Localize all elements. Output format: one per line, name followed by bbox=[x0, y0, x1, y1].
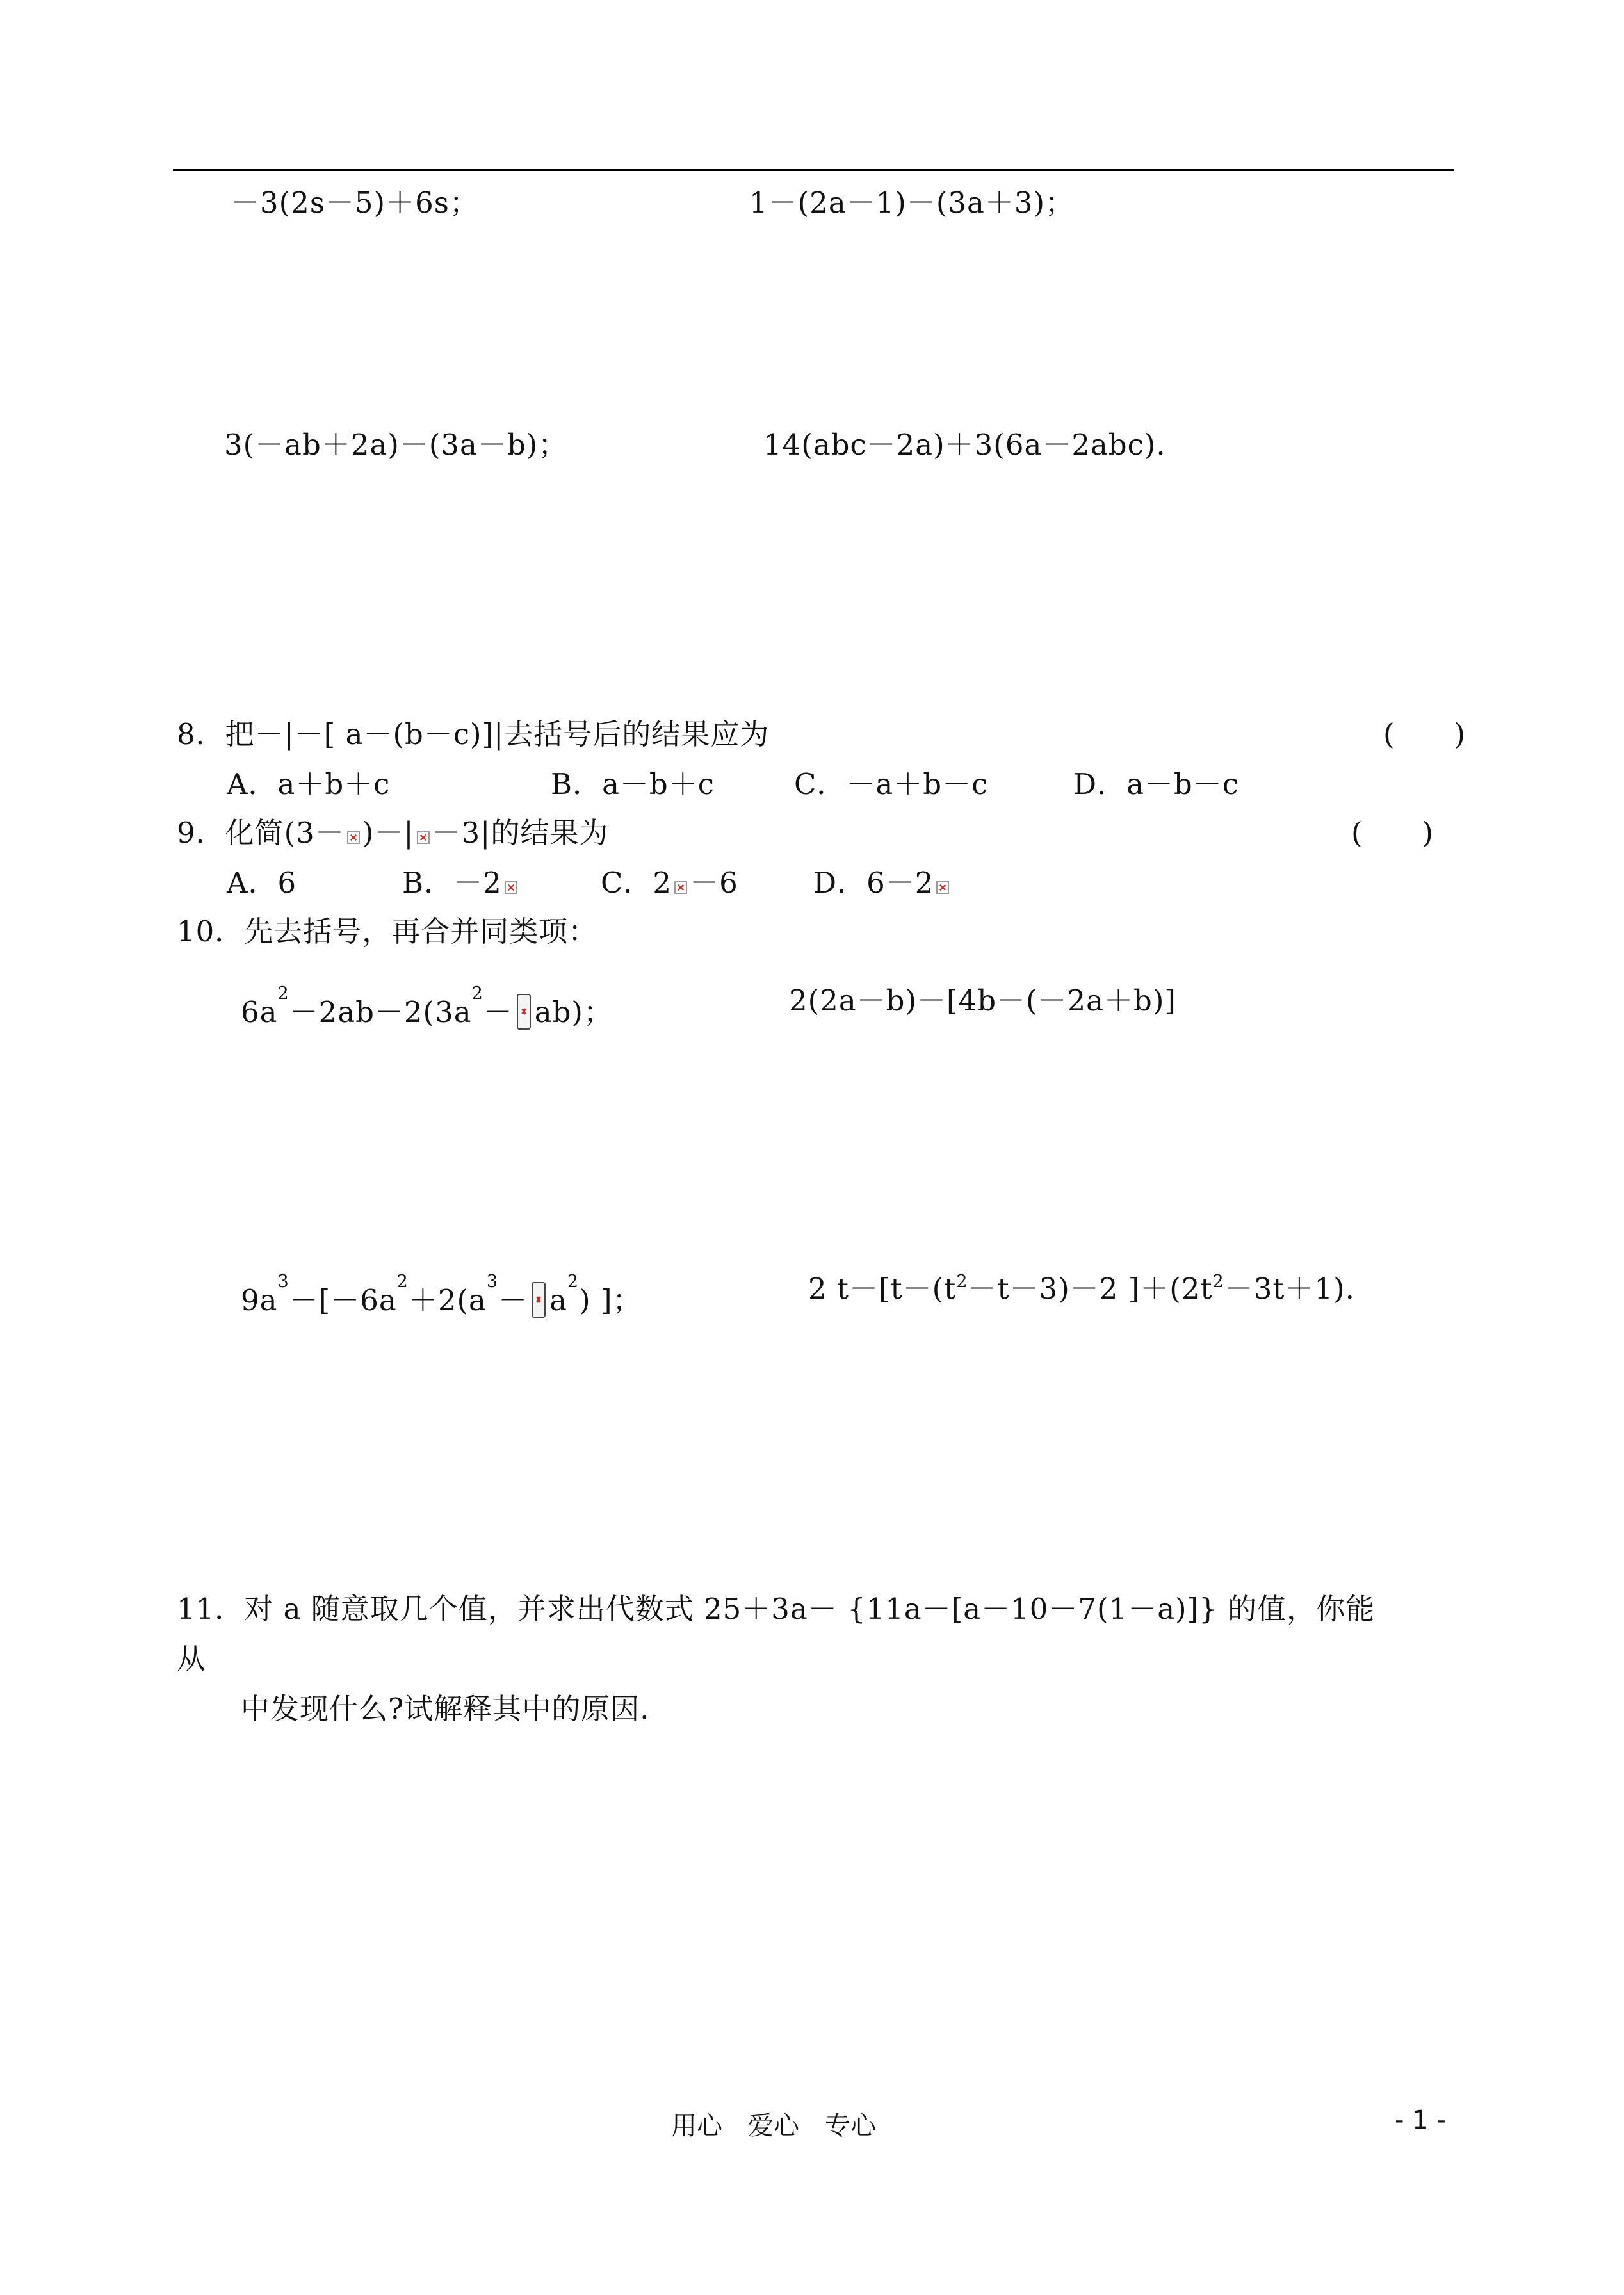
expr-part: －3t＋1). bbox=[1224, 1272, 1355, 1306]
expr-part: －t－3)－2 ]＋(2t bbox=[968, 1272, 1213, 1306]
question-9-option-b-text: B．－2 bbox=[402, 866, 502, 900]
expr-part: － bbox=[498, 1283, 528, 1317]
question-10-expr-4 bbox=[808, 1272, 1355, 1306]
broken-image-icon bbox=[936, 881, 949, 894]
question-11-line-1: 11．对 a 随意取几个值，并求出代数式 25＋3a－ {11a－[a－10－7(1－a)]} 的值，你能 bbox=[177, 1592, 1376, 1626]
broken-image-icon bbox=[505, 881, 517, 894]
broken-image-icon bbox=[674, 881, 687, 894]
exponent: 2 bbox=[277, 984, 289, 1003]
expr-part: －[－6a bbox=[289, 1283, 397, 1317]
question-8-option-a: A．a＋b＋c bbox=[227, 767, 391, 801]
expr-part: － bbox=[483, 995, 513, 1029]
question-10-expr-1 bbox=[241, 984, 613, 1029]
broken-image-icon bbox=[517, 994, 531, 1030]
question-8-option-d: D．a－b－c bbox=[1073, 767, 1239, 801]
question-10-expr-2: 2(2a－b)－[4b－(－2a＋b)] bbox=[789, 984, 1176, 1018]
page-number: - 1 - bbox=[1395, 2105, 1446, 2135]
expr-part: 6a bbox=[241, 995, 278, 1029]
expr-7-3: 3(－ab＋2a)－(3a－b)； bbox=[224, 428, 568, 462]
footer-motto: 用心 爱心 专心 bbox=[671, 2111, 876, 2141]
exponent: 3 bbox=[277, 1272, 289, 1292]
question-8-option-c: C．－a＋b－c bbox=[794, 767, 989, 801]
expr-part: a bbox=[549, 1283, 567, 1317]
question-9-text-part2: )－| bbox=[362, 816, 414, 850]
question-8-text: 8．把－|－[ a－(b－c)]|去括号后的结果应为 bbox=[177, 717, 770, 751]
question-9-text bbox=[177, 816, 609, 850]
question-11-line-2: 从 bbox=[177, 1642, 207, 1676]
question-9-option-d-text: D．6－2 bbox=[813, 866, 934, 900]
question-9-option-b bbox=[402, 866, 520, 900]
exponent: 2 bbox=[1212, 1272, 1224, 1292]
question-9-option-c bbox=[601, 866, 738, 900]
expr-part: －2ab－2(3a bbox=[289, 995, 472, 1029]
question-9-option-d bbox=[813, 866, 952, 900]
expr-7-1: －3(2s－5)＋6s； bbox=[231, 186, 479, 220]
question-8-answer-bracket: ( ) bbox=[1383, 717, 1466, 751]
expr-7-4: 14(abc－2a)＋3(6a－2abc). bbox=[763, 428, 1166, 462]
question-9-option-a: A．6 bbox=[227, 866, 297, 900]
header-rule bbox=[173, 169, 1454, 171]
question-9-text-part1: 9．化简(3－ bbox=[177, 816, 345, 850]
expr-part: ) ]； bbox=[579, 1283, 642, 1317]
broken-image-icon bbox=[532, 1282, 546, 1318]
expr-7-2: 1－(2a－1)－(3a＋3)； bbox=[749, 186, 1075, 220]
question-11-line-3: 中发现什么?试解释其中的原因. bbox=[241, 1692, 650, 1726]
expr-part: 9a bbox=[241, 1283, 278, 1317]
question-9-answer-bracket: ( ) bbox=[1351, 816, 1434, 850]
exponent: 2 bbox=[567, 1272, 580, 1292]
question-9-option-c-tail: －6 bbox=[690, 866, 738, 900]
expr-part: 2 t－[t－(t bbox=[808, 1272, 957, 1306]
question-9-option-c-text: C．2 bbox=[601, 866, 672, 900]
broken-image-icon bbox=[347, 831, 360, 844]
exponent: 2 bbox=[396, 1272, 409, 1292]
question-10-expr-3 bbox=[241, 1274, 642, 1315]
expr-part: ab)； bbox=[534, 995, 613, 1029]
exponent: 2 bbox=[471, 984, 483, 1003]
exponent: 2 bbox=[956, 1272, 968, 1292]
question-9-text-part3: －3|的结果为 bbox=[432, 816, 609, 850]
broken-image-icon bbox=[417, 831, 430, 844]
question-8-option-b: B．a－b＋c bbox=[551, 767, 715, 801]
question-10-title: 10．先去括号，再合并同类项： bbox=[177, 914, 598, 948]
exponent: 3 bbox=[486, 1272, 499, 1292]
expr-part: ＋2(a bbox=[408, 1283, 487, 1317]
